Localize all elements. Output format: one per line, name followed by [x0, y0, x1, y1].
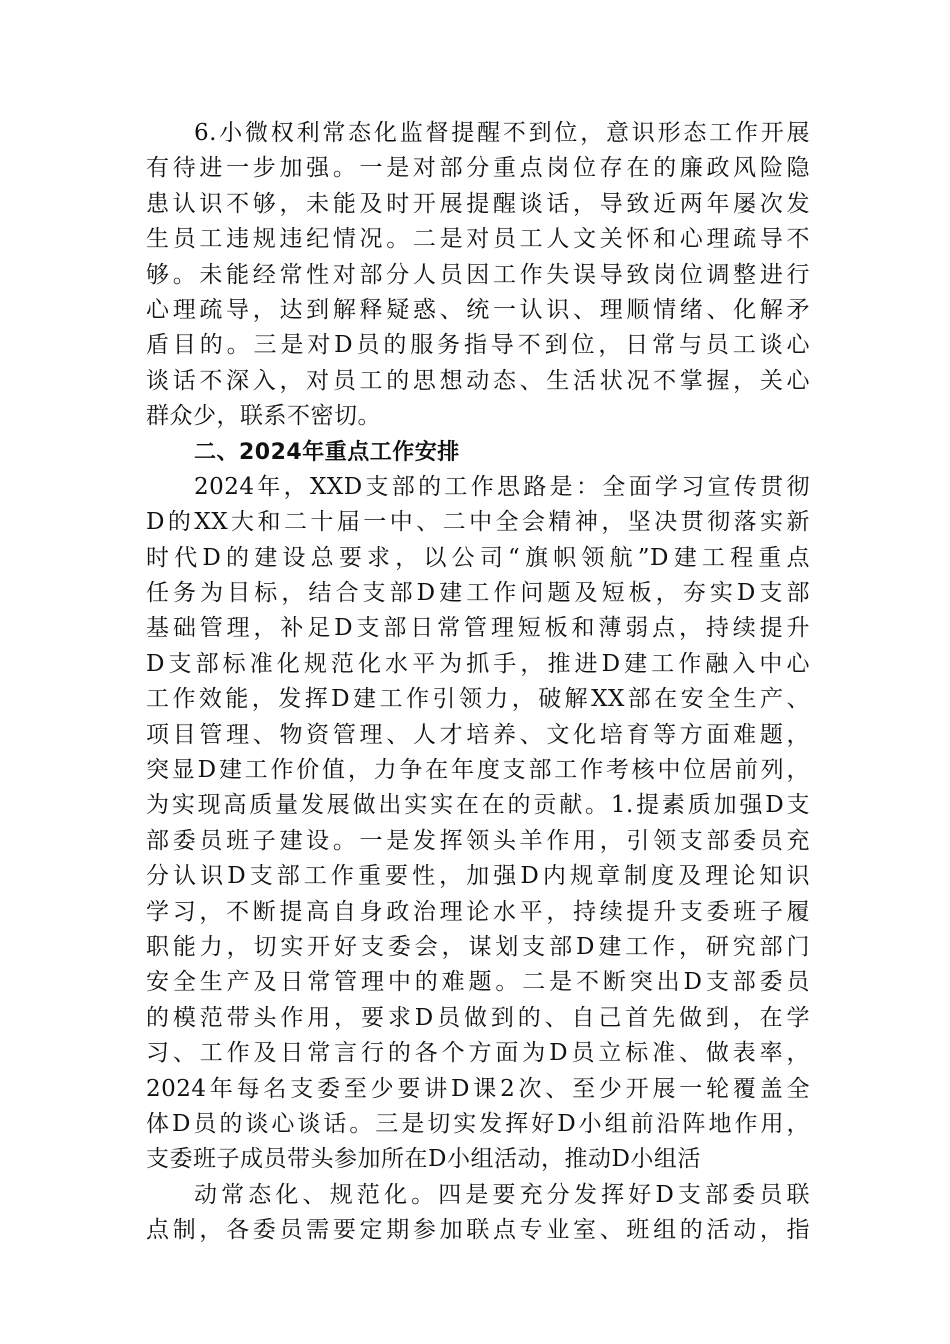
text-line: 突显D建工作价值，力争在年度支部工作考核中位居前列， [146, 757, 810, 784]
text-line: D的XX大和二十届一中、二中全会精神，坚决贯彻落实新 [146, 509, 810, 536]
text-line: 患认识不够，未能及时开展提醒谈话，导致近两年屡次发 [146, 190, 810, 217]
section-heading: 二、2024年重点工作安排 [194, 439, 460, 465]
text-line: 体D员的谈心谈话。三是切实发挥好D小组前沿阵地作用， [146, 1110, 810, 1137]
text-line: 2024年每名支委至少要讲D课2次、至少开展一轮覆盖全 [146, 1075, 810, 1102]
text-line: 有待进一步加强。一是对部分重点岗位存在的廉政风险隐 [146, 155, 810, 182]
document-page [146, 116, 810, 1249]
paragraph-continuation [146, 1178, 810, 1249]
text-line: 习、工作及日常言行的各个方面为D员立标准、做表率， [146, 1040, 810, 1067]
text-line: 动常态化、规范化。四是要充分发挥好D支部委员联 [194, 1181, 810, 1208]
text-line: 职能力，切实开好支委会，谋划支部D建工作，研究部门 [146, 933, 810, 960]
text-line: 生员工违规违纪情况。二是对员工人文关怀和心理疏导不 [146, 226, 810, 253]
text-line: 工作效能，发挥D建工作引领力，破解XX部在安全生产、 [146, 686, 810, 713]
paragraph-work-plan [146, 470, 810, 1178]
text-line: 基础管理，补足D支部日常管理短板和薄弱点，持续提升 [146, 615, 810, 642]
text-line: 点制，各委员需要定期参加联点专业室、班组的活动，指 [146, 1217, 810, 1244]
paragraph-weakness-6 [146, 116, 810, 435]
text-line: 为实现高质量发展做出实实在在的贡献。1.提素质加强D支 [146, 792, 810, 819]
text-line: 心理疏导，达到解释疑惑、统一认识、理顺情绪、化解矛 [146, 296, 810, 323]
text-line: 安全生产及日常管理中的难题。二是不断突出D支部委员 [146, 969, 810, 996]
text-line: 盾目的。三是对D员的服务指导不到位，日常与员工谈心 [146, 332, 810, 359]
text-line: 分认识D支部工作重要性，加强D内规章制度及理论知识 [146, 863, 810, 890]
text-line: D支部标准化规范化水平为抓手，推进D建工作融入中心 [146, 650, 810, 677]
text-line: 支委班子成员带头参加所在D小组活动，推动D小组活 [146, 1146, 701, 1173]
text-line: 够。未能经常性对部分人员因工作失误导致岗位调整进行 [146, 261, 810, 288]
text-line: 的模范带头作用，要求D员做到的、自己首先做到，在学 [146, 1004, 810, 1031]
text-line: 任务为目标，结合支部D建工作问题及短板，夯实D支部 [146, 580, 810, 607]
text-line: 项目管理、物资管理、人才培养、文化培育等方面难题， [146, 721, 810, 748]
text-line: 学习，不断提高自身政治理论水平，持续提升支委班子履 [146, 898, 810, 925]
text-line: 6.小微权利常态化监督提醒不到位，意识形态工作开展 [194, 120, 810, 146]
text-line: 时代D的建设总要求，以公司“旗帜领航”D建工程重点 [146, 544, 810, 571]
text-line: 部委员班子建设。一是发挥领头羊作用，引领支部委员充 [146, 827, 810, 854]
text-line: 群众少，联系不密切。 [146, 403, 381, 430]
text-line: 2024年，XXD支部的工作思路是：全面学习宣传贯彻 [194, 473, 810, 500]
text-line: 谈话不深入，对员工的思想动态、生活状况不掌握，关心 [146, 367, 810, 394]
